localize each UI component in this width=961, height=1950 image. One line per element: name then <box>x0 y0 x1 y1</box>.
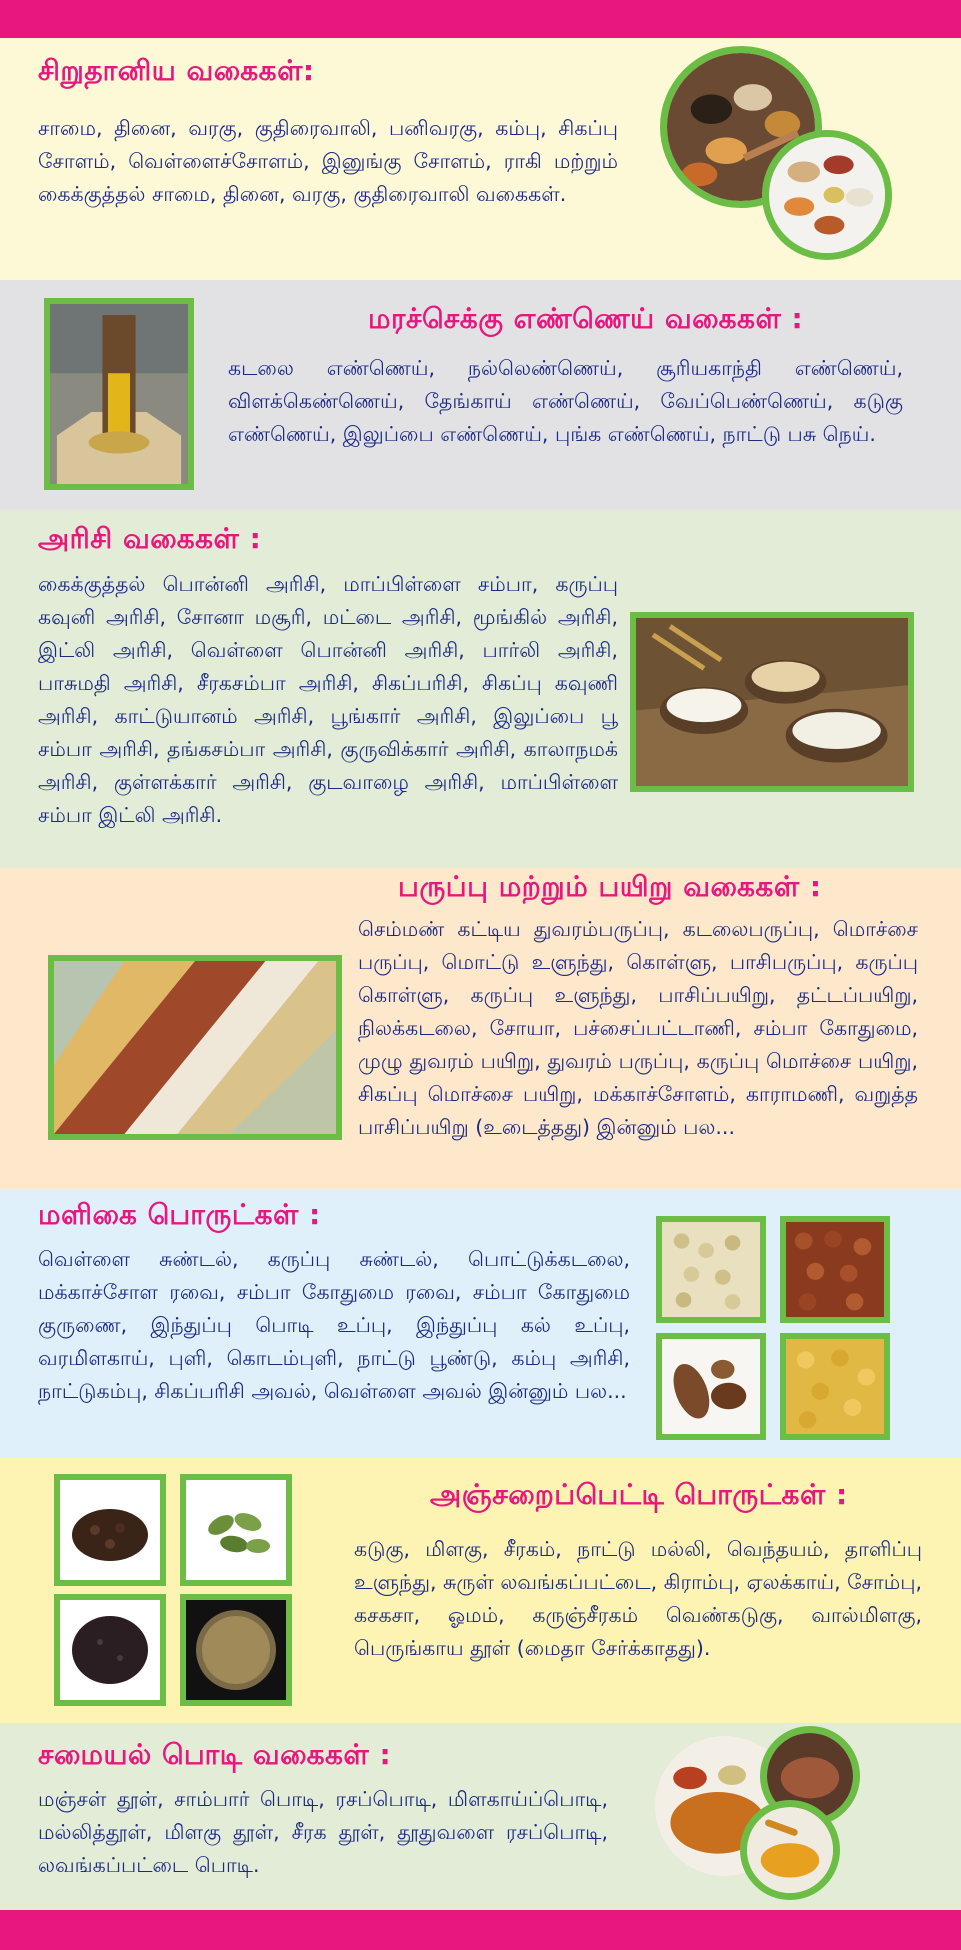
tamarind-image <box>656 1333 766 1440</box>
section-title: அஞ்சறைப்பெட்டி பொருட்கள் : <box>430 1478 848 1511</box>
section-title: பருப்பு மற்றும் பயிறு வகைகள் : <box>398 870 822 903</box>
roasted-gram-image <box>780 1333 890 1440</box>
section-title: சமையல் பொடி வகைகள் : <box>38 1738 392 1771</box>
section-text: கைக்குத்தல் பொன்னி அரிசி, மாப்பிள்ளை சம்பா, கருப்பு கவுனி அரிசி, சோனா மசூரி, மட்டை அரிசி, மூங்கில் அரிசி, இட்லி அரிசி, வெள்ளை பொன்னி அரிசி, பார்லி அரிசி, பாசுமதி அரிசி, சீரகசம்பா அரிசி, சிகப்பரிசி, சிகப்பு கவுணி அரிசி, காட்டுயானம் அரிசி, பூங்கார் அரிசி, இலுப்பை பூ சம்பா அரிசி, தங்கசம்பா அரிசி, குருவிக்கார் அரிசி, காலாநமக் அரிசி, குள்ளக்கார் அரிசி, குடவாழை அரிசி, மாப்பிள்ளை சம்பா இட்லி அரிசி. <box>38 572 618 827</box>
white-chickpea-image <box>656 1216 766 1323</box>
section-text: சாமை, தினை, வரகு, குதிரைவாலி, பனிவரகு, கம்பு, சிகப்பு சோளம், வெள்ளைச்சோளம், இனுங்கு சோளம், ராகி மற்றும் கைக்குத்தல் சாமை, தினை, வரகு, குதிரைவாலி வகைகள். <box>38 116 618 206</box>
rice-bowls-image <box>630 612 914 792</box>
top-bar <box>0 0 961 38</box>
wooden-oil-press-image <box>44 298 194 490</box>
cardamom-image <box>180 1474 292 1586</box>
section-text: கடலை எண்ணெய், நல்லெண்ணெய், சூரியகாந்தி எண்ணெய், விளக்கெண்ணெய், தேங்காய் எண்ணெய், வேப்பெண்ணெய், கடுகு எண்ணெய், இலுப்பை எண்ணெய், புங்க எண்ணெய், நாட்டு பசு நெய். <box>228 356 903 446</box>
section-title: அரிசி வகைகள் : <box>38 522 262 555</box>
millet-bowls-image <box>762 130 892 260</box>
section-title: மரச்செக்கு எண்ணெய் வகைகள் : <box>368 302 804 335</box>
section-text: செம்மண் கட்டிய துவரம்பருப்பு, கடலைபருப்பு, மொச்சை பருப்பு, மொட்டு உளுந்து, கொள்ளு, பாசிபருப்பு, கருப்பு கொள்ளு, கருப்பு உளுந்து, பாசிப்பயிறு, தட்டப்பயிறு, நிலக்கடலை, சோயா, பச்சைப்பட்டாணி, சம்பா கோதுமை, முழு துவரம் பயிறு, துவரம் பருப்பு, கருப்பு மொச்சை பயிறு, சிகப்பு மொச்சை பயிறு, மக்காச்சோளம், காராமணி, வறுத்த பாசிப்பயிறு (உடைத்தது) இன்னும் பல... <box>358 917 918 1139</box>
section-text: கடுகு, மிளகு, சீரகம், நாட்டு மல்லி, வெந்தயம், தாளிப்பு உளுந்து, சுருள் லவங்கப்பட்டை, கிராம்பு, ஏலக்காய், சோம்பு, கசகசா, ஓமம், கருஞ்சீரகம் வெண்கடுகு, வால்மிளகு, பெருங்காய தூள் (மைதா சேர்க்காதது). <box>354 1537 922 1660</box>
mustard-image <box>54 1594 166 1706</box>
section-title: மளிகை பொருட்கள் : <box>38 1198 321 1231</box>
section-text: வெள்ளை சுண்டல், கருப்பு சுண்டல், பொட்டுக்கடலை, மக்காச்சோள ரவை, சம்பா கோதுமை ரவை, சம்பா கோதுமை குருணை, இந்துப்பு பொடி உப்பு, இந்துப்பு கல் உப்பு, வரமிளகாய், புளி, கொடம்புளி, நாட்டு பூண்டு, கம்பு அரிசி, நாட்டுகம்பு, சிகப்பரிசி அவல், வெள்ளை அவல் இன்னும் பல... <box>38 1247 630 1403</box>
pulses-rows-image <box>48 955 342 1140</box>
pepper-image <box>54 1474 166 1586</box>
section-title: சிறுதானிய வகைகள்: <box>38 54 315 87</box>
black-chickpea-image <box>780 1216 890 1323</box>
section-text: மஞ்சள் தூள், சாம்பார் பொடி, ரசப்பொடி, மிளகாய்ப்பொடி, மல்லித்தூள், மிளகு தூள், சீரக தூள், தூதுவளை ரசப்பொடி, லவங்கப்பட்டை பொடி. <box>38 1787 608 1877</box>
cumin-bowl-image <box>180 1594 292 1706</box>
bottom-bar <box>0 1910 961 1950</box>
turmeric-image <box>740 1800 840 1900</box>
